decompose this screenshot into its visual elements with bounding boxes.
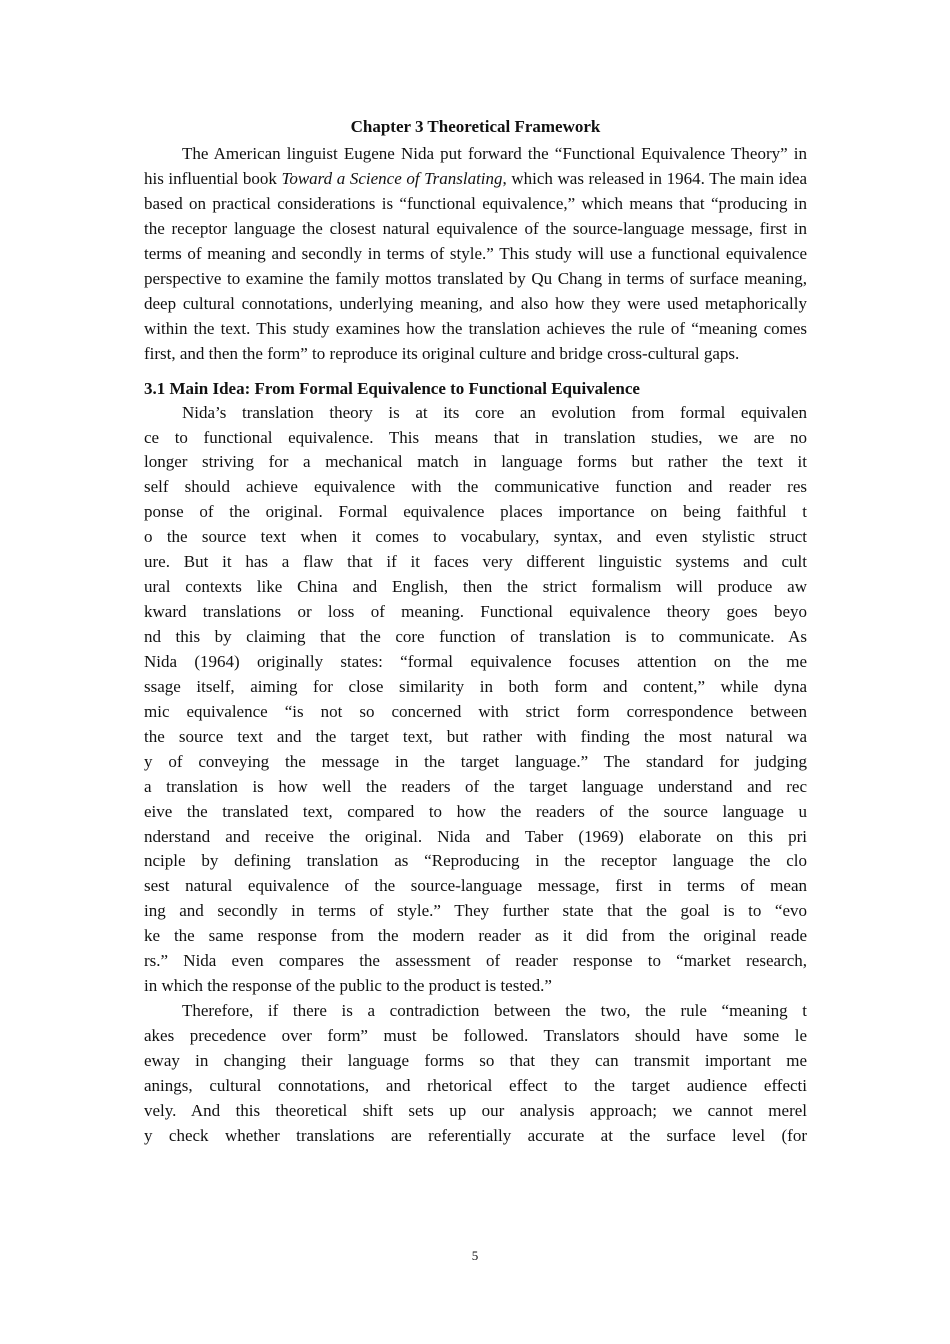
intro-paragraph (144, 142, 807, 367)
text-line: ural contexts like China and English, then the strict formalism will produce aw (144, 577, 807, 597)
text-line: ponse of the original. Formal equivalence places importance on being faithful t (144, 502, 807, 522)
page-number: 5 (471, 1248, 479, 1263)
document-page (144, 114, 807, 1149)
text-line: y of conveying the message in the target language.” The standard for judging (144, 751, 807, 771)
text-line: ssage itself, aiming for close similarity in both form and content,” while dyna (144, 676, 807, 696)
text-line: kward translations or loss of meaning. Functional equivalence theory goes beyo (144, 602, 807, 622)
text-line: sest natural equivalence of the source-language message, first in terms of mean (144, 876, 807, 896)
intro-text-end: , which was released in 1964. The main idea based on practical considerations is “functional equivalence,” which means that “producing in the receptor language the closest natural equivalence of the source-language message, first in terms of meaning and secondly in terms of style.” This study will use a functional equivalence perspective to examine the family mottos translated by Qu Chang in terms of surface meaning, deep cultural connotations, underlying meaning, and also how they were used metaphorically within the text. This study examines how the translation achieves the rule of “meaning comes first, and then the form” to reproduce its original culture and bridge cross-cultural gaps. (144, 168, 807, 363)
text-line: nderstand and receive the original. Nida and Taber (1969) elaborate on this pri (144, 826, 807, 846)
text-line: in which the response of the public to the product is tested.” (144, 976, 552, 996)
text-line: nd this by claiming that the core function of translation is to communicate. As (144, 627, 807, 647)
text-line: Therefore, if there is a contradiction between the two, the rule “meaning t (182, 1001, 807, 1021)
text-line: rs.” Nida even compares the assessment of reader response to “market research, (144, 951, 807, 971)
text-line: anings, cultural connotations, and rhetorical effect to the target audience effecti (144, 1075, 807, 1095)
text-line: akes precedence over form” must be followed. Translators should have some le (144, 1026, 807, 1046)
text-line: mic equivalence “is not so concerned with strict form correspondence between (144, 701, 807, 721)
intro-text-start: The American linguist Eugene Nida put forward the “Functional Equivalence Theory” in his influential book (144, 144, 807, 188)
text-line: eway in changing their language forms so that they can transmit important me (144, 1050, 807, 1070)
text-line: self should achieve equivalence with the communicative function and reader res (144, 477, 807, 497)
text-line: a translation is how well the readers of the target language understand and rec (144, 776, 807, 796)
text-line: the source text and the target text, but rather with finding the most natural wa (144, 726, 807, 746)
text-line: ke the same response from the modern reader as it did from the original reade (144, 926, 807, 946)
text-line: Nida (1964) originally states: “formal equivalence focuses attention on the me (144, 651, 807, 671)
text-line: o the source text when it comes to vocabulary, syntax, and even stylistic struct (144, 527, 807, 547)
book-title: Toward a Science of Translating (281, 168, 503, 188)
text-line: vely. And this theoretical shift sets up our analysis approach; we cannot merel (144, 1100, 807, 1120)
text-line: ure. But it has a flaw that if it faces very different linguistic systems and cult (144, 552, 807, 572)
text-line: longer striving for a mechanical match in language forms but rather the text it (144, 452, 807, 472)
therefore-paragraph (144, 999, 807, 1149)
text-line: y check whether translations are referentially accurate at the surface level (for (144, 1125, 807, 1145)
text-line: eive the translated text, compared to how the readers of the source language u (144, 801, 807, 821)
text-line: ing and secondly in terms of style.” They further state that the goal is to “evo (144, 901, 807, 921)
text-line: Nida’s translation theory is at its core an evolution from formal equivalen (182, 402, 807, 422)
section-heading: 3.1 Main Idea: From Formal Equivalence to Functional Equivalence (144, 378, 640, 398)
text-line: nciple by defining translation as “Reproducing in the receptor language the clo (144, 851, 807, 871)
section-paragraph (144, 401, 807, 1000)
chapter-title: Chapter 3 Theoretical Framework (350, 117, 601, 136)
text-line: ce to functional equivalence. This means that in translation studies, we are no (144, 427, 807, 447)
